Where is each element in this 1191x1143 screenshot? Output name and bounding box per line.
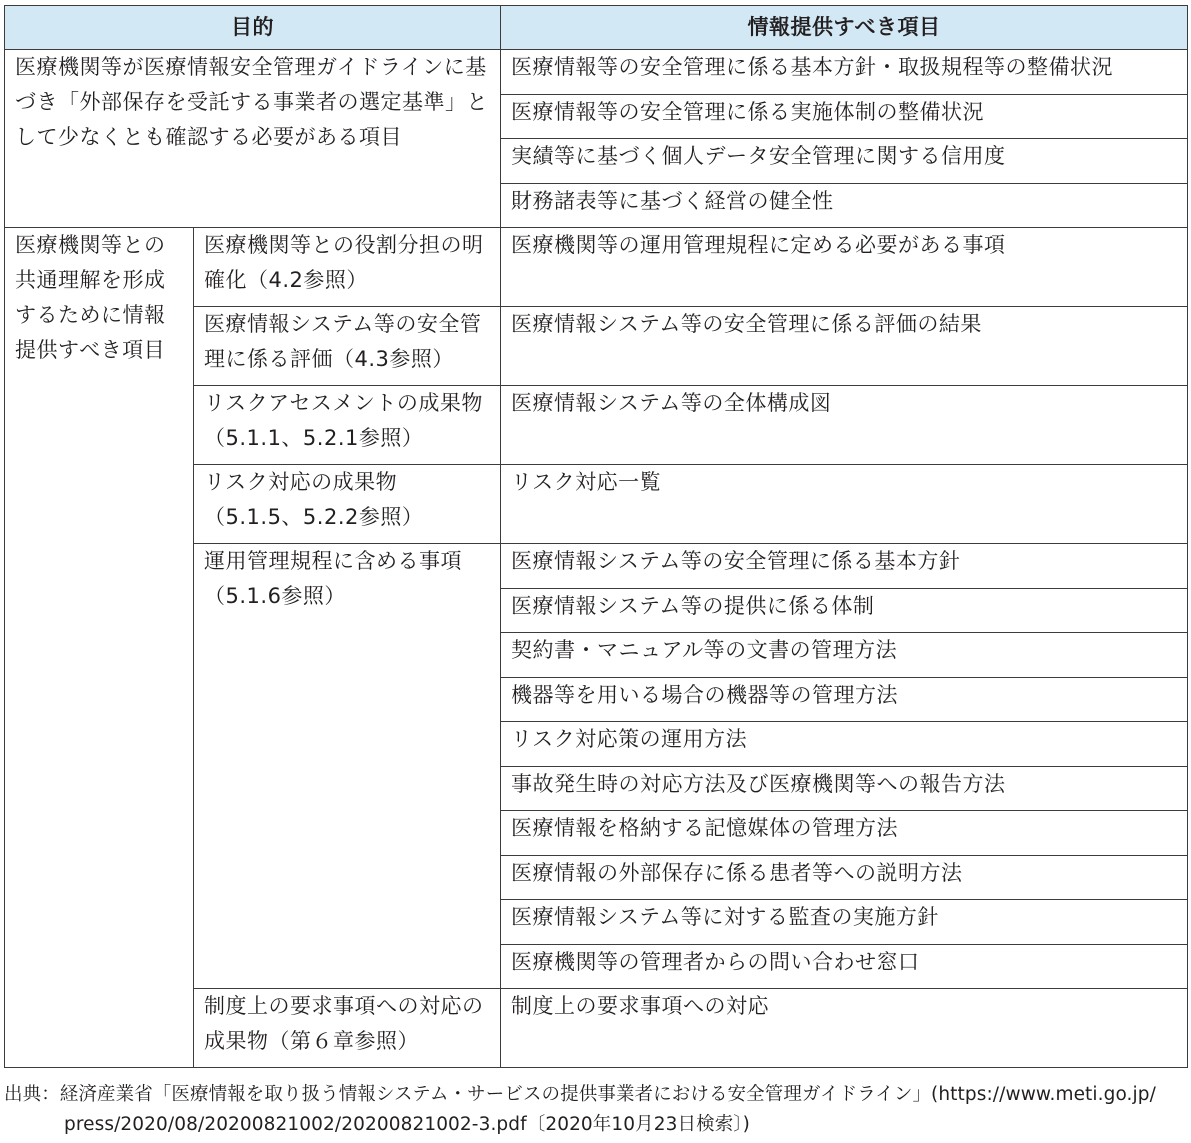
group-item: 事故発生時の対応方法及び医療機関等への報告方法: [501, 766, 1188, 811]
group-label: リスク対応の成果物（5.1.5、5.2.2参照）: [194, 465, 501, 544]
header-items: 情報提供すべき項目: [501, 6, 1188, 50]
group-item: 医療情報を格納する記憶媒体の管理方法: [501, 811, 1188, 856]
section1-item: 医療情報等の安全管理に係る実施体制の整備状況: [501, 94, 1188, 139]
group-item: 医療情報システム等の提供に係る体制: [501, 588, 1188, 633]
group-item: 医療情報システム等の全体構成図: [501, 386, 1188, 465]
table-row: [5, 228, 1188, 307]
section1-item: 医療情報等の安全管理に係る基本方針・取扱規程等の整備状況: [501, 50, 1188, 95]
group-item: 機器等を用いる場合の機器等の管理方法: [501, 677, 1188, 722]
table-row: [5, 50, 1188, 95]
section1-item: 財務諸表等に基づく経営の健全性: [501, 183, 1188, 228]
group-item: リスク対応策の運用方法: [501, 722, 1188, 767]
group-label: リスクアセスメントの成果物（5.1.1、5.2.1参照）: [194, 386, 501, 465]
group-label: 医療機関等との役割分担の明確化（4.2参照）: [194, 228, 501, 307]
source-line-1: 出典：経済産業省「医療情報を取り扱う情報システム・サービスの提供事業者における安全管理ガイドライン」(https://www.meti.go.jp/: [4, 1084, 1156, 1105]
header-purpose: 目的: [5, 6, 501, 50]
group-label: 医療情報システム等の安全管理に係る評価（4.3参照）: [194, 307, 501, 386]
group-item: 医療情報システム等の安全管理に係る評価の結果: [501, 307, 1188, 386]
group-item: 制度上の要求事項への対応: [501, 989, 1188, 1068]
source-citation: [4, 1080, 1187, 1140]
section2-purpose: 医療機関等との共通理解を形成するために情報提供すべき項目: [5, 228, 194, 1068]
group-item: リスク対応一覧: [501, 465, 1188, 544]
source-line-2: press/2020/08/20200821002/20200821002-3.pdf〔2020年10月23日検索〕): [64, 1114, 750, 1135]
group-item: 医療機関等の運用管理規程に定める必要がある事項: [501, 228, 1188, 307]
guideline-table: [4, 5, 1188, 1068]
section1-purpose: 医療機関等が医療情報安全管理ガイドラインに基づき「外部保存を受託する事業者の選定基準」として少なくとも確認する必要がある項目: [5, 50, 501, 228]
group-item: 契約書・マニュアル等の文書の管理方法: [501, 633, 1188, 678]
group-item: 医療情報システム等に対する監査の実施方針: [501, 900, 1188, 945]
section1-item: 実績等に基づく個人データ安全管理に関する信用度: [501, 139, 1188, 184]
group-item: 医療情報システム等の安全管理に係る基本方針: [501, 544, 1188, 589]
table-header-row: [5, 6, 1188, 50]
group-item: 医療情報の外部保存に係る患者等への説明方法: [501, 855, 1188, 900]
group-label: 制度上の要求事項への対応の成果物（第６章参照）: [194, 989, 501, 1068]
group-label: 運用管理規程に含める事項（5.1.6参照）: [194, 544, 501, 989]
group-item: 医療機関等の管理者からの問い合わせ窓口: [501, 944, 1188, 989]
